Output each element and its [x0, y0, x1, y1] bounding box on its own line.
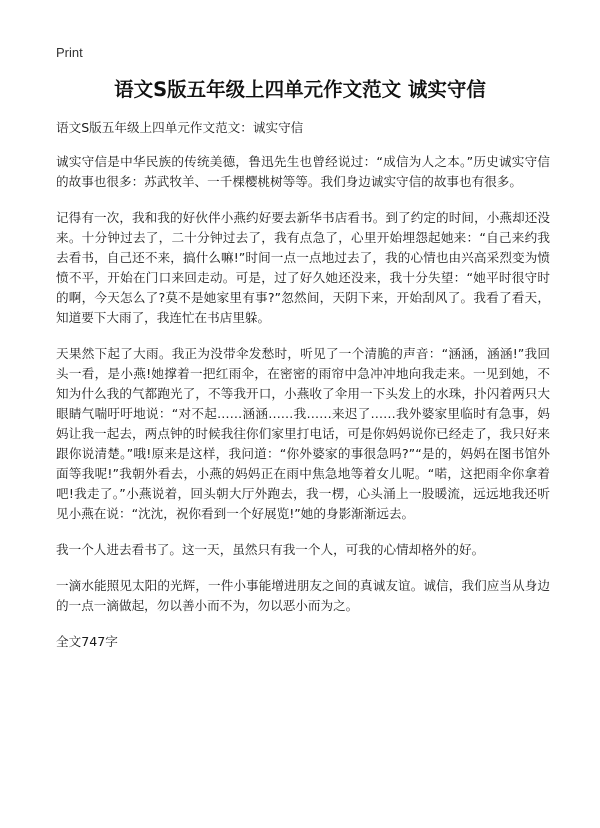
paragraph-1: 诚实守信是中华民族的传统美德，鲁迅先生也曾经说过：“成信为人之本。”历史诚实守信的故事也很多：苏武牧羊、一千棵樱桃树等等。我们身边诚实守信的故事也有很多。	[56, 154, 550, 189]
article-body	[56, 118, 550, 668]
paragraph-5: 一滴水能照见太阳的光辉，一件小事能增进朋友之间的真诚友谊。诚信，我们应当从身边的一点一滴做起，勿以善小而不为，勿以恶小而为之。	[56, 578, 550, 613]
paragraph-3: 天果然下起了大雨。我正为没带伞发愁时，听见了一个清脆的声音：“涵涵，涵涵!”我回头一看，是小燕!她撑着一把红雨伞，在密密的雨帘中急冲冲地向我走来。一见到她，不知为什么我的气都跑光了，不等我开口，小燕收了伞用一下头发上的水珠，扑闪着两只大眼睛气喘吁吁地说：“对不起……涵涵……我……来迟了……我外婆家里临时有急事，妈妈让我一起去，两点钟的时候我往你们家里打电话，可是你妈妈说你已经走了，我只好来跟你说清楚。”哦!原来是这样，我问道：“你外婆家的事很急吗?”“是的，妈妈在图书馆外面等我呢!”我朝外看去，小燕的妈妈正在雨中焦急地等着女儿呢。“喏，这把雨伞你拿着吧!我走了。”小燕说着，回头朝大厅外跑去，我一楞，心头涌上一股暖流，远远地我还听见小燕在说：“沈沈，祝你看到一个好展览!”她的身影渐渐远去。	[56, 346, 550, 521]
print-link[interactable]: Print	[56, 45, 83, 60]
article-subtitle: 语文S版五年级上四单元作文范文：诚实守信	[56, 120, 304, 135]
page-title: 语文S版五年级上四单元作文范文 诚实守信	[114, 78, 486, 101]
paragraph-4: 我一个人进去看书了。这一天，虽然只有我一个人，可我的心情却格外的好。	[56, 542, 485, 557]
word-count: 全文747字	[56, 634, 118, 649]
paragraph-2: 记得有一次，我和我的好伙伴小燕约好要去新华书店看书。到了约定的时间，小燕却还没来。十分钟过去了，二十分钟过去了，我有点急了，心里开始埋怨起她来：“自己来约我去看书，自己还不来，搞什么嘛!”时间一点一点地过去了，我的心情也由兴高采烈变为愤愤不平，开始在门口来回走动。可是，过了好久她还没来，我十分失望：“她平时很守时的啊，今天怎么了?莫不是她家里有事?”忽然间，天阴下来，开始刮风了。我看了看天，知道要下大雨了，我连忙在书店里躲。	[56, 210, 550, 325]
